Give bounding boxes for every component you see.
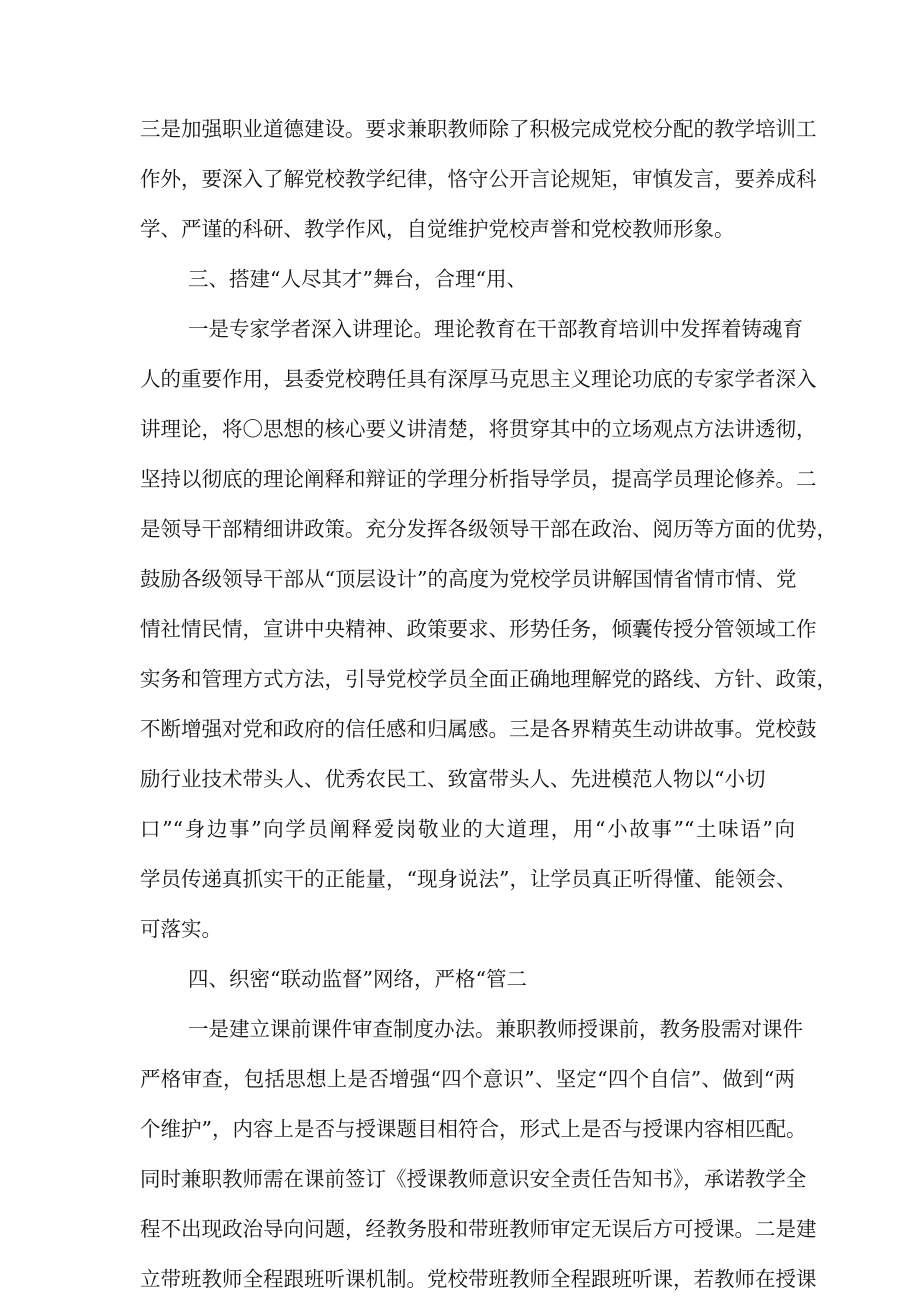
text-line: 作外，要深入了解党校教学纪律，恪守公开言论规矩，审慎发言，要养成科 (140, 167, 817, 191)
section-heading: 三、搭建“人尽其才”舞台，合理“用、 (188, 267, 527, 291)
text-line: 一是专家学者深入讲理论。理论教育在干部教育培训中发挥着铸魂育 (188, 317, 803, 341)
text-line: 是领导干部精细讲政策。充分发挥各级领导干部在政治、阅历等方面的优势， (140, 517, 837, 541)
text-line: 立带班教师全程跟班听课机制。党校带班教师全程跟班听课，若教师在授课 (140, 1267, 817, 1291)
text-line: 不断增强对党和政府的信任感和归属感。三是各界精英生动讲故事。党校鼓 (140, 717, 817, 741)
text-line: 一是建立课前课件审查制度办法。兼职教师授课前，教务股需对课件 (188, 1017, 803, 1041)
text-line: 可落实。 (140, 917, 222, 941)
text-line: 人的重要作用，县委党校聘任具有深厚马克思主义理论功底的专家学者深入 (140, 367, 817, 391)
text-line: 坚持以彻底的理论阐释和辩证的学理分析指导学员，提高学员理论修养。二 (140, 467, 817, 491)
text-line: 实务和管理方式方法，引导党校学员全面正确地理解党的路线、方针、政策， (140, 667, 837, 691)
text-line: 鼓励各级领导干部从“顶层设计”的高度为党校学员讲解国情省情市情、党 (140, 567, 797, 591)
text-line: 讲理论，将〇思想的核心要义讲清楚，将贯穿其中的立场观点方法讲透彻， (140, 417, 817, 441)
text-line: 学、严谨的科研、教学作风，自觉维护党校声誉和党校教师形象。 (140, 217, 735, 241)
text-line: 口”“身边事”向学员阐释爱岗敬业的大道理，用“小故事”“土味语”向 (140, 817, 795, 841)
section-heading: 四、织密“联动监督”网络，严格“管二 (188, 967, 527, 991)
text-line: 程不出现政治导向问题，经教务股和带班教师审定无误后方可授课。二是建 (140, 1217, 817, 1241)
text-line: 学员传递真抓实干的正能量，“现身说法”，让学员真正听得懂、能领会、 (140, 867, 797, 891)
text-line: 严格审查，包括思想上是否增强“四个意识”、坚定“四个自信”、做到“两 (140, 1067, 795, 1091)
text-line: 励行业技术带头人、优秀农民工、致富带头人、先进模范人物以“小切 (140, 767, 766, 791)
text-line: 个维护”，内容上是否与授课题目相符合，形式上是否与授课内容相匹配。 (140, 1117, 807, 1141)
text-line: 同时兼职教师需在课前签订《授课教师意识安全责任告知书》，承诺教学全 (140, 1167, 807, 1191)
text-line: 三是加强职业道德建设。要求兼职教师除了积极完成党校分配的教学培训工 (140, 117, 817, 141)
text-line: 情社情民情，宣讲中央精神、政策要求、形势任务，倾囊传授分管领域工作 (140, 617, 817, 641)
